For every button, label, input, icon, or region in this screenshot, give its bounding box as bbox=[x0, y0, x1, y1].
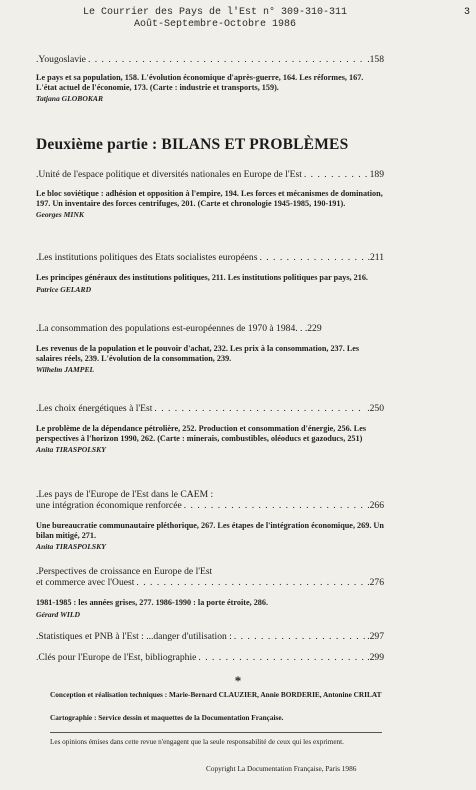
credits-conception: Conception et réalisation techniques : Marie-Bernard CLAUZIER, Annie BORDERIE, Antonine CRILAT bbox=[50, 690, 382, 699]
toc-entry-author: Wilhelm JAMPEL bbox=[36, 365, 95, 375]
toc-entry-description: Le pays et sa population, 158. L'évolution économique d'après-guerre, 164. Les réformes, 167. L'état actuel de l'économie, 173. (Carte : industrie et transports, 159). bbox=[36, 73, 364, 92]
toc-entry-author: Anita TIRASPOLSKY bbox=[36, 445, 106, 455]
toc-entry-consommation bbox=[36, 323, 384, 374]
disclaimer-note: Les opinions émises dans cette revue n'engagent que la seule responsabilité de ceux qui les expriment. bbox=[50, 738, 344, 746]
dot-leader bbox=[234, 631, 365, 642]
toc-entry-description: Une bureaucratie communautaire pléthorique, 267. Les étapes de l'intégration économique, 269. Un bilan mitigé, 271. bbox=[36, 521, 384, 540]
dot-leader bbox=[259, 252, 365, 263]
toc-entry-page: .266 bbox=[367, 500, 384, 511]
part-title: Deuxième partie : BILANS ET PROBLÈMES bbox=[36, 136, 349, 153]
toc-entry-page: . . .229 bbox=[295, 323, 322, 334]
dot-leader bbox=[304, 169, 363, 180]
toc-entry-author: Gérard WILD bbox=[36, 609, 80, 619]
toc-entry-choix-energetiques bbox=[36, 403, 384, 454]
dot-leader bbox=[88, 54, 365, 65]
toc-entry-description: Le problème de la dépendance pétrolière, 252. Production et consommation d'énergie, 256. Les perspectives à l'horizon 1990, 262. (Carte : minerais, combustibles, oléoducs et gazoducs, 251) bbox=[36, 424, 367, 443]
toc-entry-description: 1981-1985 : les années grises, 277. 1986-1990 : la porte étroite, 286. bbox=[36, 598, 269, 607]
toc-entry-description: Les revenus de la population et le pouvoir d'achat, 232. Les prix à la consommation, 237. Les salaires réels, 239. L'évolution de la consommation, 239. bbox=[36, 344, 360, 363]
toc-entry-title: .Clés pour l'Europe de l'Est, bibliographie bbox=[36, 652, 197, 663]
toc-entry-institutions bbox=[36, 252, 384, 294]
toc-entry-author: Georges MINK bbox=[36, 210, 84, 220]
toc-entry-description: Les principes généraux des institutions politiques, 211. Les institutions politiques par pays, 216. bbox=[36, 273, 368, 282]
dot-leader bbox=[136, 577, 365, 588]
credits-cartographie: Cartographie : Service dessin et maquettes de la Documentation Française. bbox=[50, 713, 284, 722]
toc-entry-yougoslavie bbox=[36, 54, 384, 103]
toc-entry-title: .Les choix énergétiques à l'Est bbox=[36, 403, 153, 414]
page-number: 3 bbox=[463, 7, 470, 18]
dot-leader bbox=[184, 500, 365, 511]
dot-leader bbox=[198, 652, 365, 663]
toc-entry-page: .211 bbox=[367, 252, 384, 263]
toc-entry-page: .158 bbox=[367, 54, 384, 65]
toc-entry-title: .Yougoslavie bbox=[36, 54, 86, 65]
header-issue-date: Août-Septembre-Octobre 1986 bbox=[133, 19, 297, 30]
toc-entry-bibliographie bbox=[36, 652, 384, 663]
toc-entry-title: .Les pays de l'Europe de l'Est dans le CAEM : bbox=[36, 489, 214, 500]
toc-entry-title-continued: et commerce avec l'Ouest bbox=[36, 577, 135, 588]
toc-entry-author: Tatjana GLOBOKAR bbox=[36, 94, 104, 104]
toc-entry-title: .Statistiques et PNB à l'Est : ...danger d'utilisation : bbox=[36, 631, 232, 642]
toc-entry-page: .297 bbox=[367, 631, 384, 642]
toc-entry-caem bbox=[36, 489, 384, 551]
toc-entry-title: .Perspectives de croissance en Europe de l'Est bbox=[36, 566, 213, 577]
toc-entry-title: .Les institutions politiques des Etats socialistes européens bbox=[36, 252, 258, 263]
toc-entry-page: .250 bbox=[367, 403, 384, 414]
toc-entry-author: Patrice GELARD bbox=[36, 284, 92, 294]
toc-entry-page: .276 bbox=[367, 577, 384, 588]
toc-entry-unite bbox=[36, 169, 384, 219]
header-journal-title: Le Courrier des Pays de l'Est n° 309-310-311 bbox=[82, 7, 348, 18]
toc-entry-title-continued: une intégration économique renforcée bbox=[36, 500, 182, 511]
toc-entry-page: . 189 bbox=[364, 169, 384, 180]
divider bbox=[50, 732, 382, 733]
copyright: Copyright La Documentation Française, Paris 1986 bbox=[206, 764, 357, 773]
toc-entry-title: .La consommation des populations est-européennes de 1970 à 1984 bbox=[36, 323, 296, 334]
toc-entry-perspectives bbox=[36, 566, 384, 619]
dot-leader bbox=[154, 403, 365, 414]
toc-entry-statistiques bbox=[36, 631, 384, 642]
toc-entry-description: Le bloc soviétique : adhésion et opposition à l'empire, 194. Les forces et mécanismes de domination, 197. Un inventaire des forces centrifuges, 201. (Carte et chronologie 1945-1985, 190-191). bbox=[36, 189, 383, 208]
toc-entry-title: .Unité de l'espace politique et diversités nationales en Europe de l'Est bbox=[36, 169, 302, 180]
toc-entry-author: Anita TIRASPOLSKY bbox=[36, 542, 106, 552]
section-separator-star: * bbox=[234, 673, 242, 688]
toc-entry-page: .299 bbox=[367, 652, 384, 663]
